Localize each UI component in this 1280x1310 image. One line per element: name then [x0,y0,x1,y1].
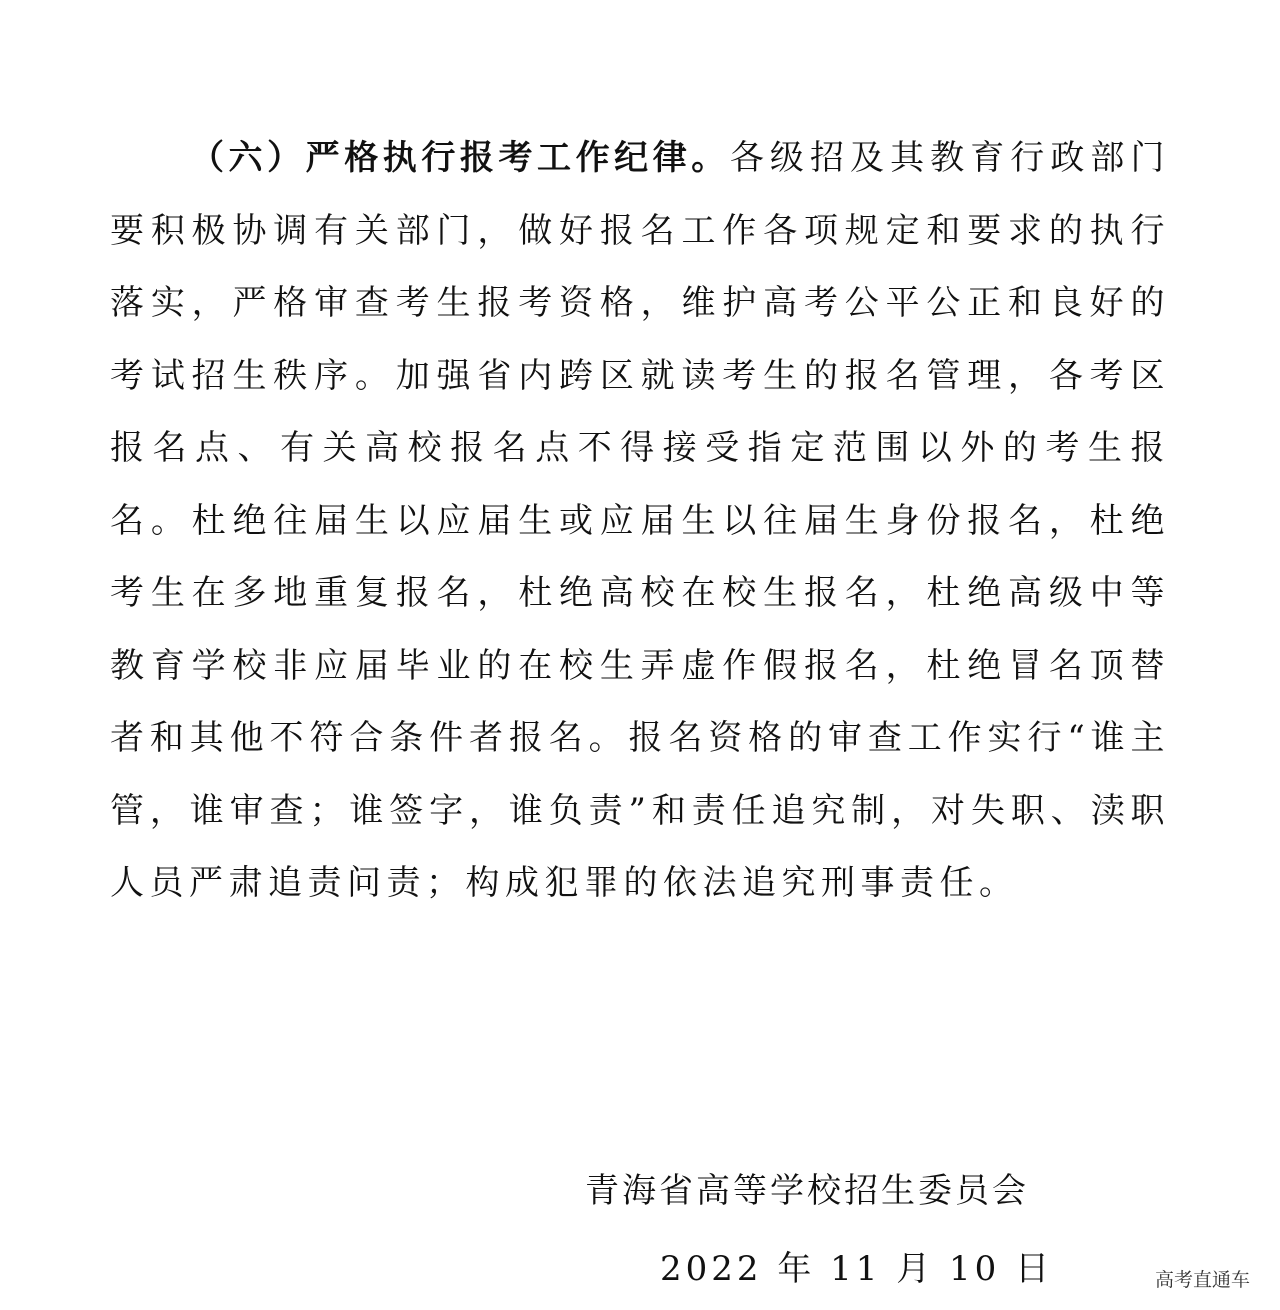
section-heading: （六）严格执行报考工作纪律。 [190,138,730,178]
issuer-signature: 青海省高等学校招生委员会 [585,1171,1029,1211]
watermark-text: 高考直通车 [1154,1269,1250,1291]
paragraph-text: 各级招及其教育行政部门要积极协调有关部门，做好报名工作各项规定和要求的执行落实，严格审查考生报考资格，维护高考公平公正和良好的考试招生秩序。加强省内跨区就读考生的报名管理，各考区报名点、有关高校报名点不得接受指定范围以外的考生报名。杜绝往届生以应届生或应届生以往届生身份报名，杜绝考生在多地重复报名，杜绝高校在校生报名，杜绝高级中等教育学校非应届毕业的在校生弄虚作假报名，杜绝冒名顶替者和其他不符合条件者报名。报名资格的审查工作实行“谁主管，谁审查；谁签字，谁负责”和责任追究制，对失职、渎职人员严肃追责问责；构成犯罪的依法追究刑事责任。 [110,138,1170,903]
issue-date: 2022 年 11 月 10 日 [660,1249,1054,1289]
body-paragraph [110,122,1170,920]
